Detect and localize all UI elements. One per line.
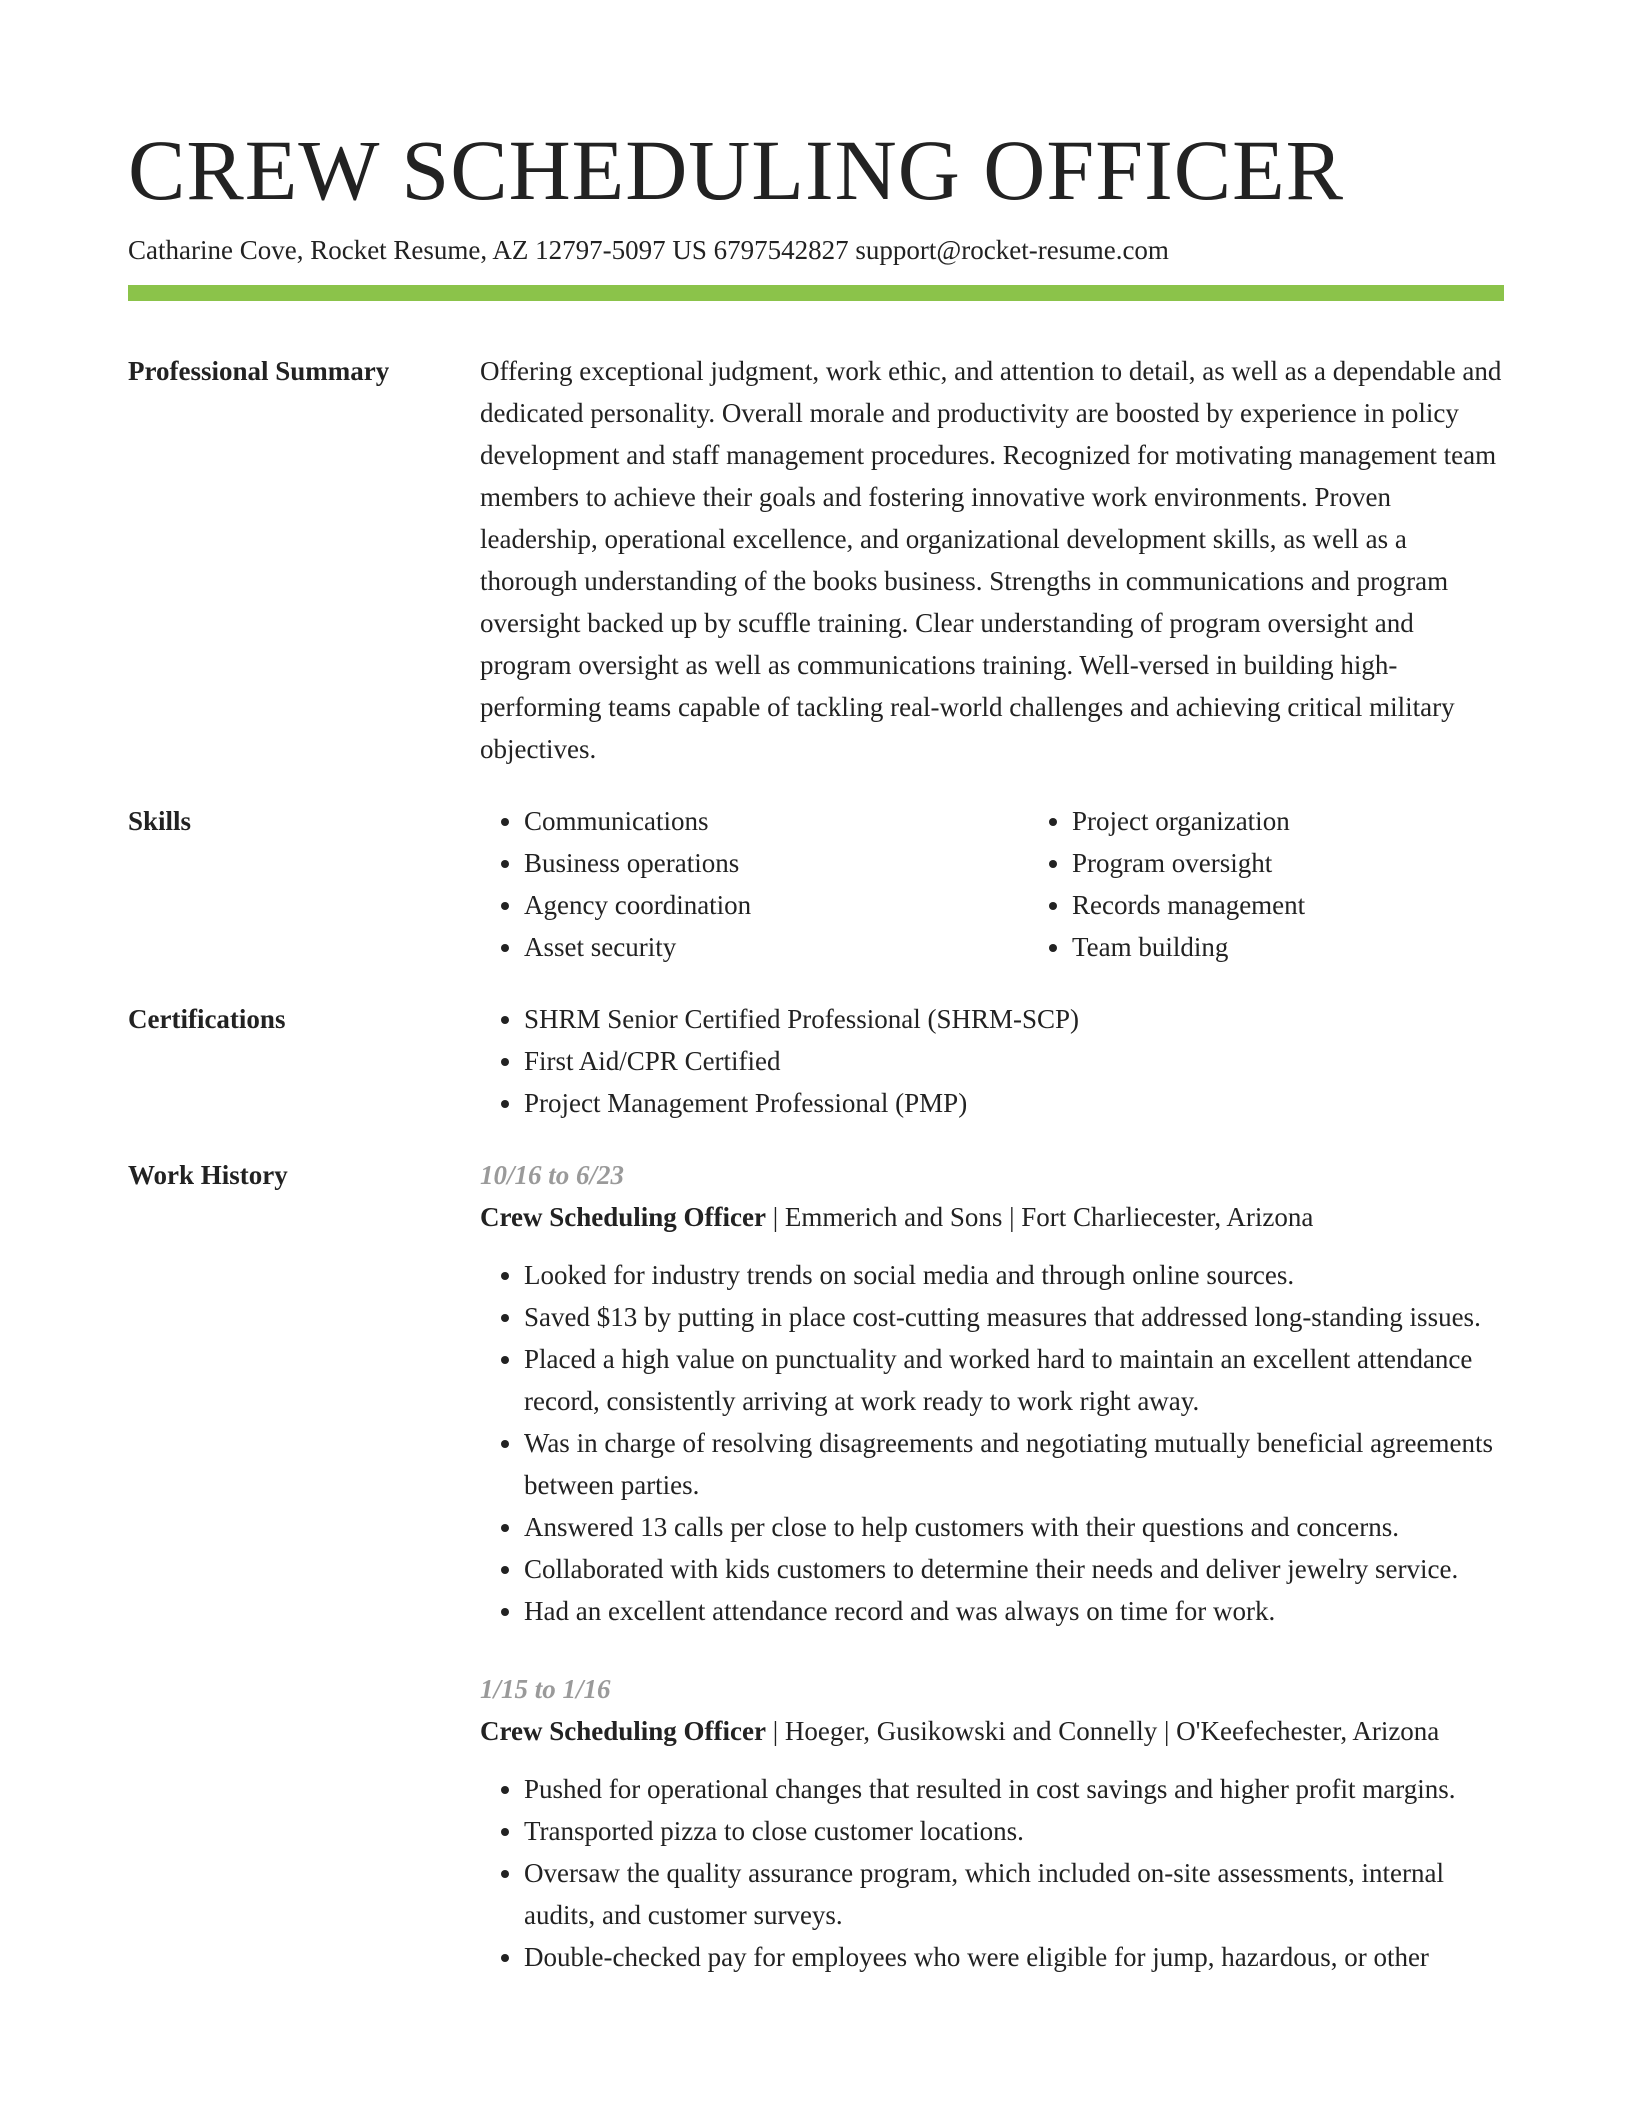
section-title: Professional Summary	[128, 356, 390, 386]
section-work-history	[128, 1154, 1504, 2014]
job-bullet: • Had an excellent attendance record and was always on time for work.	[524, 1590, 1504, 1632]
accent-divider	[128, 285, 1504, 301]
job-bullet: • Was in charge of resolving disagreements and negotiating mutually beneficial agreements between parties.	[524, 1422, 1504, 1506]
skill-item: • Project organization	[1072, 800, 1576, 842]
section-title: Work History	[128, 1160, 288, 1190]
job-dates: 1/15 to 1/16	[480, 1674, 611, 1704]
job-entry	[480, 1154, 1504, 1632]
certification-item: • First Aid/CPR Certified	[524, 1040, 1504, 1082]
job-bullets	[480, 1768, 1504, 1978]
contact-info: Catharine Cove, Rocket Resume, AZ 12797-5097 US 6797542827 support@rocket-resume.com	[128, 235, 1169, 265]
section-title: Certifications	[128, 1004, 286, 1034]
skill-item: • Asset security	[524, 926, 1028, 968]
skill-item: • Team building	[1072, 926, 1576, 968]
job-bullet: • Saved $13 by putting in place cost-cutting measures that addressed long-standing issues.	[524, 1296, 1504, 1338]
job-bullets	[480, 1254, 1504, 1632]
job-bullet: • Double-checked pay for employees who were eligible for jump, hazardous, or other	[524, 1936, 1504, 1978]
job-title: Crew Scheduling Officer	[480, 1716, 766, 1746]
skill-item: • Records management	[1072, 884, 1576, 926]
job-bullet: • Collaborated with kids customers to determine their needs and deliver jewelry service.	[524, 1548, 1504, 1590]
skill-item: • Program oversight	[1072, 842, 1576, 884]
job-dates: 10/16 to 6/23	[480, 1160, 625, 1190]
resume-header	[128, 120, 1504, 268]
section-title: Skills	[128, 806, 192, 836]
job-bullet: • Oversaw the quality assurance program, which included on-site assessments, internal audits, and customer surveys.	[524, 1852, 1504, 1936]
certifications-list	[480, 998, 1504, 1124]
certification-item: • SHRM Senior Certified Professional (SHRM-SCP)	[524, 998, 1504, 1040]
section-professional-summary	[128, 350, 1504, 770]
summary-text: Offering exceptional judgment, work ethic, and attention to detail, as well as a dependable and dedicated personality. Overall morale and productivity are boosted by experience in policy development and staff management procedures. Recognized for motivating management team members to achieve their goals and fostering innovative work environments. Proven leadership, operational excellence, and organizational development skills, as well as a thorough understanding of the books business. Strengths in communications and program oversight backed up by scuffle training. Clear understanding of program oversight and program oversight as well as communications training. Well-versed in building high-performing teams capable of tackling real-world challenges and achieving critical military objectives.	[480, 356, 1502, 764]
job-heading	[480, 1710, 1504, 1752]
candidate-title: CREW SCHEDULING OFFICER	[128, 122, 1344, 218]
job-bullet: • Placed a high value on punctuality and worked hard to maintain an excellent attendance record, consistently arriving at work ready to work right away.	[524, 1338, 1504, 1422]
skill-item: • Communications	[524, 800, 1028, 842]
skills-list-right	[1028, 800, 1576, 968]
job-bullet: • Looked for industry trends on social media and through online sources.	[524, 1254, 1504, 1296]
job-bullet: • Transported pizza to close customer locations.	[524, 1810, 1504, 1852]
job-title: Crew Scheduling Officer	[480, 1202, 766, 1232]
section-certifications	[128, 998, 1504, 1124]
resume-content	[128, 350, 1504, 2044]
section-skills	[128, 800, 1504, 968]
job-bullet: • Answered 13 calls per close to help customers with their questions and concerns.	[524, 1506, 1504, 1548]
job-entry	[480, 1668, 1504, 1978]
skills-list-left	[480, 800, 1028, 968]
job-employer-location: | Emmerich and Sons | Fort Charliecester, Arizona	[765, 1202, 1314, 1232]
certification-item: • Project Management Professional (PMP)	[524, 1082, 1504, 1124]
skill-item: • Agency coordination	[524, 884, 1028, 926]
job-heading	[480, 1196, 1504, 1238]
skill-item: • Business operations	[524, 842, 1028, 884]
job-employer-location: | Hoeger, Gusikowski and Connelly | O'Keefechester, Arizona	[765, 1716, 1440, 1746]
job-bullet: • Pushed for operational changes that resulted in cost savings and higher profit margins.	[524, 1768, 1504, 1810]
